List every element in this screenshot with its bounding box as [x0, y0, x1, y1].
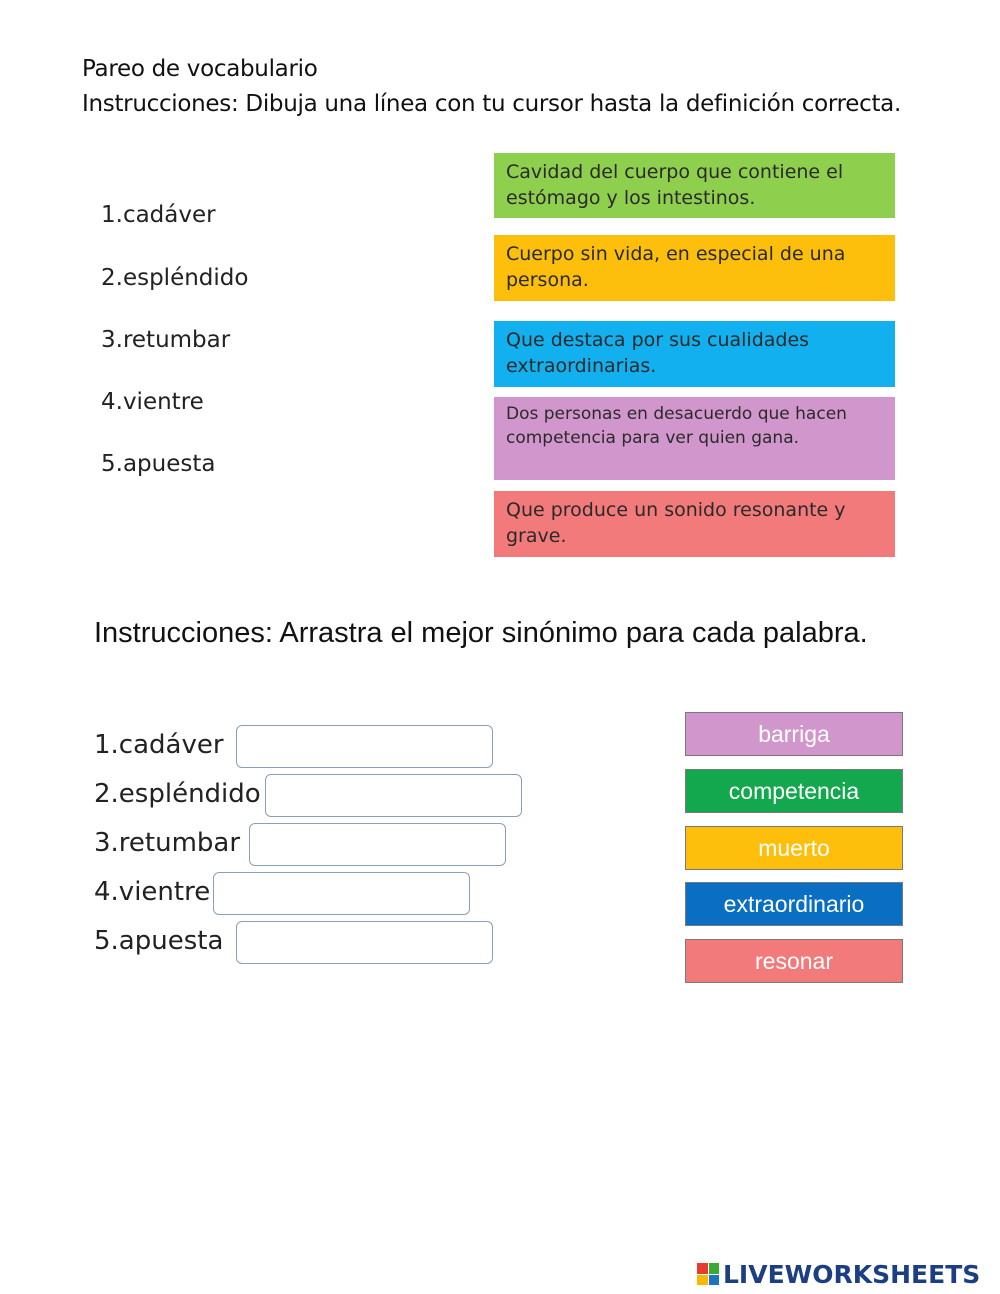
- definition-box-4[interactable]: Dos personas en desacuerdo que hacen competencia para ver quien gana.: [494, 397, 895, 480]
- synonym-word-4: 4.vientre: [94, 877, 211, 907]
- synonym-drop-field-4[interactable]: [213, 872, 470, 915]
- synonym-chip-resonar[interactable]: resonar: [685, 939, 903, 983]
- liveworksheets-logo: [697, 1259, 980, 1289]
- worksheet-title: Pareo de vocabulario: [82, 56, 318, 82]
- synonym-drop-field-3[interactable]: [249, 823, 506, 866]
- match-word-2[interactable]: 2.espléndido: [101, 265, 249, 291]
- definition-box-2[interactable]: Cuerpo sin vida, en especial de una persona.: [494, 235, 895, 301]
- match-word-3[interactable]: 3.retumbar: [101, 327, 231, 353]
- synonym-word-3: 3.retumbar: [94, 828, 241, 858]
- synonym-drop-field-2[interactable]: [265, 774, 522, 817]
- synonym-drop-field-5[interactable]: [236, 921, 493, 964]
- synonym-chip-extraordinario[interactable]: extraordinario: [685, 882, 903, 926]
- logo-text: LIVEWORKSHEETS: [723, 1259, 981, 1289]
- matching-instructions: Instrucciones: Dibuja una línea con tu cursor hasta la definición correcta.: [82, 91, 901, 117]
- synonym-chip-barriga[interactable]: barriga: [685, 712, 903, 756]
- definition-box-1[interactable]: Cavidad del cuerpo que contiene el estómago y los intestinos.: [494, 153, 895, 218]
- synonym-chip-competencia[interactable]: competencia: [685, 769, 903, 813]
- definition-box-3[interactable]: Que destaca por sus cualidades extraordinarias.: [494, 321, 895, 387]
- definition-box-5[interactable]: Que produce un sonido resonante y grave.: [494, 491, 895, 557]
- match-word-4[interactable]: 4.vientre: [101, 389, 204, 415]
- synonym-word-2: 2.espléndido: [94, 779, 261, 809]
- synonym-chip-muerto[interactable]: muerto: [685, 826, 903, 870]
- synonym-instructions: Instrucciones: Arrastra el mejor sinónimo para cada palabra.: [94, 617, 868, 649]
- liveworksheets-logo-icon: [697, 1263, 719, 1285]
- synonym-word-1: 1.cadáver: [94, 730, 224, 760]
- match-word-5[interactable]: 5.apuesta: [101, 451, 216, 477]
- match-word-1[interactable]: 1.cadáver: [101, 202, 216, 228]
- synonym-word-5: 5.apuesta: [94, 926, 224, 956]
- synonym-drop-field-1[interactable]: [236, 725, 493, 768]
